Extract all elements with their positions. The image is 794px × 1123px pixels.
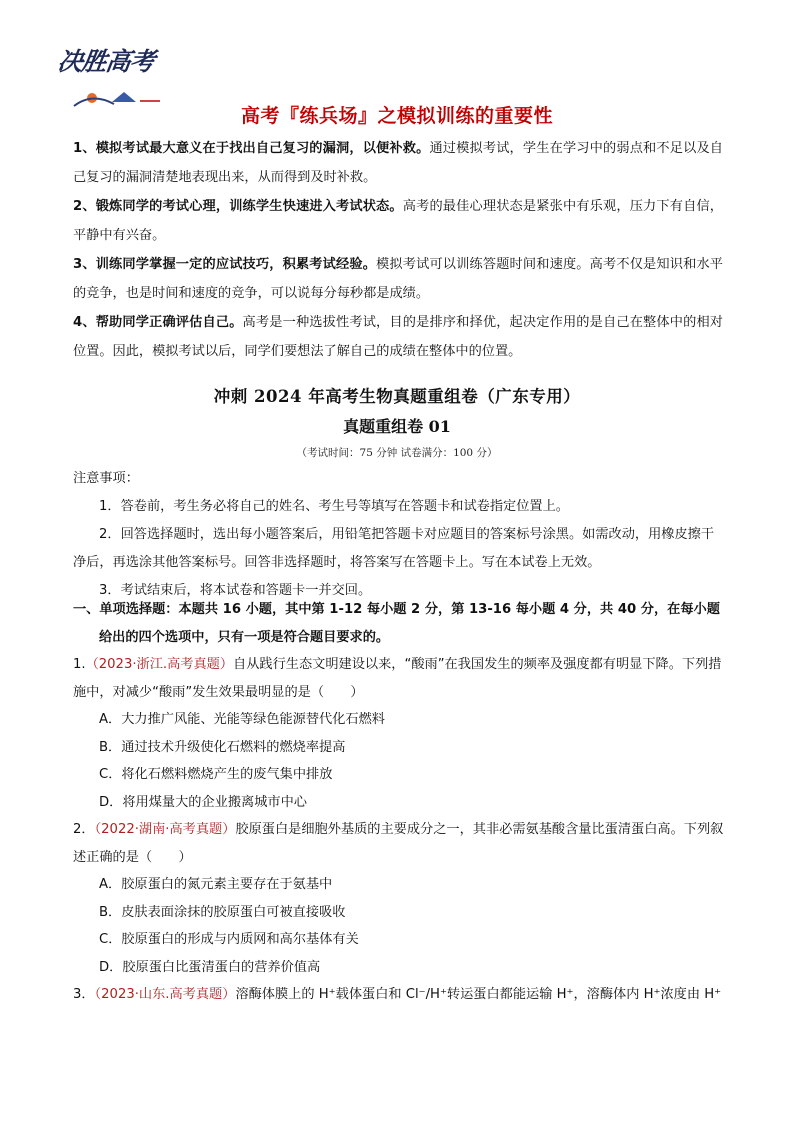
section-heading: 一、单项选择题：本题共 16 小题，其中第 1-12 每小题 2 分，第 13-16 每小题 4 分，共 40 分，在每小题给出的四个选项中，只有一项是符合题目要求的。 xyxy=(73,602,720,645)
question-source: （2023·浙江.高考真题） xyxy=(85,657,234,672)
notes-item: 3．考试结束后，将本试卷和答题卡一并交回。 xyxy=(99,583,372,598)
question-area xyxy=(73,596,725,1009)
option-item: A．胶原蛋白的氮元素主要存在于氨基中 xyxy=(99,877,333,892)
option-item: C．胶原蛋白的形成与内质网和高尔基体有关 xyxy=(99,932,359,947)
notes-item: 1．答卷前，考生务必将自己的姓名、考生号等填写在答题卡和试卷指定位置上。 xyxy=(99,499,569,514)
logo-text: 决胜高考 xyxy=(55,47,156,76)
question-stem: 2．（2022·湖南·高考真题）胶原蛋白是细胞外基质的主要成分之一，其非必需氨基酸含量比蛋清蛋白高。下列叙述正确的是（ ） xyxy=(73,822,724,865)
notes-section xyxy=(73,465,725,605)
intro-item: 4、帮助同学正确评估自己。高考是一种选拔性考试，目的是排序和择优，起决定作用的是自己在整体中的相对位置。因此，模拟考试以后，同学们要想法了解自己的成绩在整体中的位置。 xyxy=(73,315,723,359)
exam-info: （考试时间：75 分钟 试卷满分：100 分） xyxy=(296,447,498,459)
option-item: B．皮肤表面涂抹的胶原蛋白可被直接吸收 xyxy=(99,904,346,920)
intro-item: 3、训练同学掌握一定的应试技巧，积累考试经验。模拟考试可以训练答题时间和速度。高考不仅是知识和水平的竞争，也是时间和速度的竞争，可以说每分每秒都是成绩。 xyxy=(73,257,723,301)
option-item: D．将用煤量大的企业搬离城市中心 xyxy=(99,794,307,810)
option-item: C．将化石燃料燃烧产生的废气集中排放 xyxy=(99,767,333,782)
notes-heading: 注意事项： xyxy=(73,471,139,486)
paper-title: 冲刺 2024 年高考生物真题重组卷（广东专用） xyxy=(213,387,581,406)
intro-item: 2、锻炼同学的考试心理，训练学生快速进入考试状态。高考的最佳心理状态是紧张中有乐观，压力下有自信，平静中有兴奋。 xyxy=(73,199,723,243)
option-item: D．胶原蛋白比蛋清蛋白的营养价值高 xyxy=(99,959,321,975)
option-item: A．大力推广风能、光能等绿色能源替代化石燃料 xyxy=(99,712,385,727)
question-stem: 3．（2023·山东.高考真题）溶酶体膜上的 H⁺载体蛋白和 Cl⁻/H⁺转运蛋白都能运输 H⁺，溶酶体内 H⁺浓度由 H⁺ xyxy=(73,987,722,1002)
question-stem: 1.（2023·浙江.高考真题）自从践行生态文明建设以来，“酸雨”在我国发生的频率及强度都有明显下降。下列措施中，对减少“酸雨”发生效果最明显的是（ ） xyxy=(73,657,722,700)
question-source: （2023·山东.高考真题） xyxy=(94,987,236,1002)
question-source: （2022·湖南·高考真题） xyxy=(94,822,236,837)
paper-subtitle: 真题重组卷 01 xyxy=(343,417,451,436)
option-item: B．通过技术升级使化石燃料的燃烧率提高 xyxy=(99,739,346,755)
notes-item: 2．回答选择题时，选出每小题答案后，用铅笔把答题卡对应题目的答案标号涂黑。如需改动，用橡皮擦干净后，再选涂其他答案标号。回答非选择题时，将答案写在答题卡上。写在本试卷上无效。 xyxy=(73,527,715,570)
intro-item: 1、模拟考试最大意义在于找出自己复习的漏洞，以便补救。通过模拟考试，学生在学习中的弱点和不足以及自己复习的漏洞清楚地表现出来，从而得到及时补救。 xyxy=(73,141,723,185)
intro-section xyxy=(73,134,723,366)
intro-title: 高考『练兵场』之模拟训练的重要性 xyxy=(240,105,553,127)
